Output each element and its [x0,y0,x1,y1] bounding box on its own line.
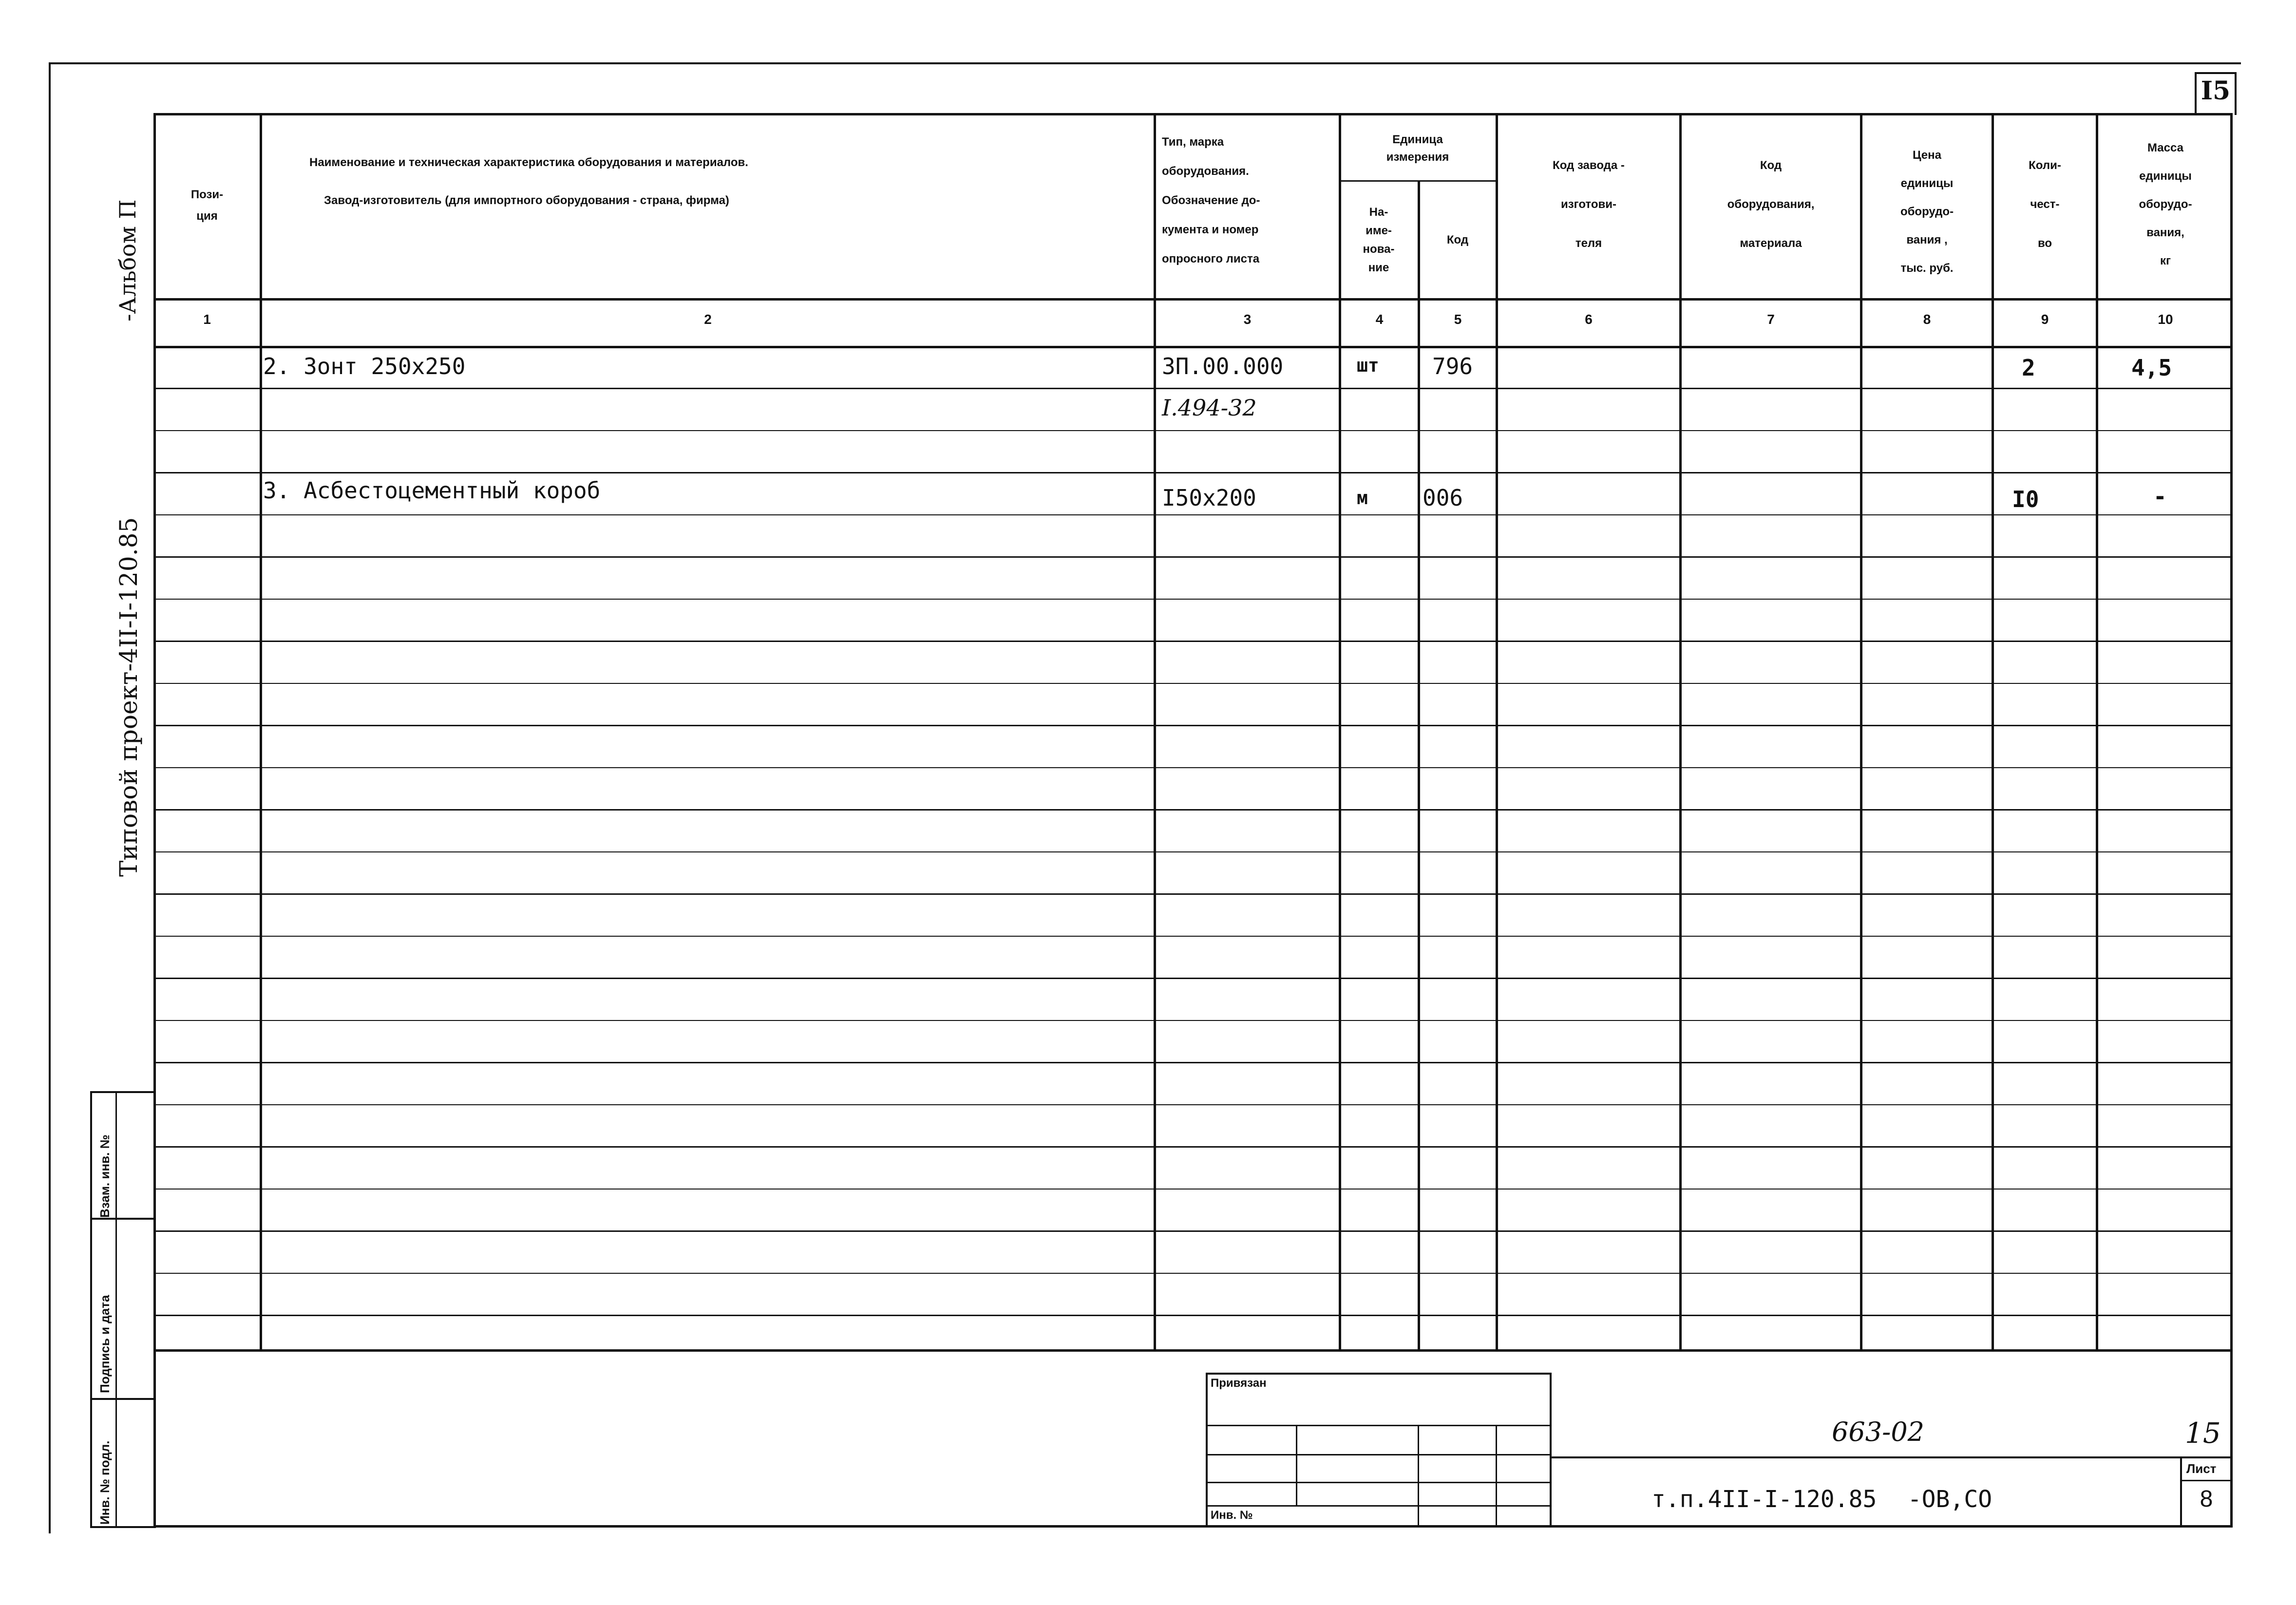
side-stamp-inv-subst: Взам. инв. № [97,1134,112,1218]
table-row-rule [156,1020,2231,1021]
tb-main-h [1552,1456,2233,1458]
side-album-title: -Альбом П [114,199,141,321]
colnum-6: 6 [1585,312,1593,327]
tb-h2 [1206,1454,1552,1455]
col-line-6 [1679,113,1682,1350]
header-type: Тип, марка оборудования. Обозначение до- кумента и номер опросного листа [1162,135,1260,265]
tb-sheet-sep [2180,1480,2233,1481]
outer-frame-left [49,62,51,1533]
header-position: Пози- ция [190,188,224,223]
tb-h3 [1206,1482,1552,1483]
table-row-rule [156,1315,2231,1316]
header-unit-code: Код [1446,233,1469,246]
tb-v1 [1296,1425,1297,1505]
left-strip-line [90,1091,92,1528]
table-row-rule [156,430,2231,431]
table-row-rule [156,1146,2231,1148]
col-line-2 [1154,113,1156,1350]
tb-h1 [1206,1425,1552,1426]
title-block-sheet-hand: 15 [2185,1416,2221,1450]
colnum-5: 5 [1454,312,1462,327]
row1-unit: шт [1357,355,1379,376]
left-strip-sep1 [90,1218,156,1220]
title-block-designation [1651,1486,1992,1513]
col-line-1 [260,113,262,1350]
table-row-rule [156,641,2231,642]
side-stamp-sign-date: Подпись и дата [97,1295,112,1393]
tb-v3 [1496,1425,1497,1527]
table-row-rule [156,556,2231,558]
header-plant-code: Код завода - изготови- теля [1553,159,1625,250]
col-line-4 [1418,180,1420,1350]
title-block-order-number: 663-02 [1832,1416,1925,1447]
colnum-9: 9 [2041,312,2049,327]
title-block-attached-label: Привязан [1211,1377,1267,1390]
table-row-rule [156,1230,2231,1232]
left-strip-sep2 [90,1398,156,1400]
table-row-rule [156,978,2231,979]
table-row-rule [156,767,2231,768]
row1-name: 2. Зонт 250x250 [263,353,466,379]
colnum-4: 4 [1375,312,1384,327]
row1-type: ЗП.00.000 [1162,353,1284,379]
col-line-5 [1496,113,1498,1350]
col-line-9 [2096,113,2098,1350]
row3-unit: м [1357,487,1368,509]
row3-name: 3. Асбестоцементный короб [263,477,601,504]
row2-type: I.494-32 [1162,395,1257,421]
header-name: Наименование и техническая характеристика оборудования и материалов. Завод-изготовитель (для импортного оборудования - страна, фирма) [309,156,748,207]
title-block-sheet-label: Лист [2186,1461,2217,1476]
header-bottom-line [153,298,2233,301]
header-price: Цена единицы оборудо- вания , тыс. руб. [1900,149,1954,275]
left-strip-top [90,1091,156,1093]
header-unit-name: На- име- нова- ние [1363,205,1395,274]
row3-qty: I0 [2012,486,2039,512]
colnum-bottom-line [153,346,2233,348]
table-row-rule [156,514,2231,515]
col-line-8 [1992,113,1994,1350]
tb-v2 [1418,1425,1419,1527]
designation-code: т.п.4II-I-120.85 [1651,1486,1877,1513]
colnum-8: 8 [1923,312,1931,327]
header-mass: Масса единицы оборудо- вания, кг [2139,141,2192,267]
tb-h4 [1206,1505,1552,1507]
left-strip-div [115,1091,117,1528]
row3-mass: - [2153,483,2167,510]
table-row-rule [156,388,2231,389]
corner-number: I5 [2201,76,2231,106]
col-line-7 [1860,113,1862,1350]
header-unit-group: Единица измерения [1386,133,1449,164]
colnum-10: 10 [2158,312,2173,327]
row1-qty: 2 [2022,355,2035,381]
table-row-rule [156,1104,2231,1105]
header-equip-code: Код оборудования, материала [1727,159,1815,250]
header-qty: Коли- чест- во [2029,159,2061,250]
title-block-sheet-value: 8 [2200,1486,2213,1512]
table-row-rule [156,472,2231,473]
row3-code: 006 [1423,485,1463,511]
table-row-rule [156,1189,2231,1190]
table-row-rule [156,809,2231,811]
colnum-1: 1 [203,312,211,327]
designation-suffix: -ОВ,СО [1907,1486,1992,1513]
table-bottom-line [153,1349,2233,1352]
row1-code: 796 [1432,353,1473,379]
table-row-rule [156,1273,2231,1274]
col-line-3 [1339,113,1341,1350]
side-project-title: Типовой проект-4II-I-120.85 [114,517,143,877]
table-row-rule [156,683,2231,684]
title-block-attached-box [1206,1373,1552,1528]
table-row-rule [156,893,2231,895]
colnum-2: 2 [704,312,712,327]
row3-type: I50x200 [1162,485,1256,511]
outer-frame-top [49,62,2241,64]
colnum-3: 3 [1243,312,1252,327]
table-row-rule [156,851,2231,852]
title-block-inv-label: Инв. № [1211,1509,1253,1522]
side-stamp-inv-orig: Инв. № подл. [97,1440,112,1525]
unit-group-line [1339,180,1496,182]
colnum-7: 7 [1767,312,1775,327]
table-row-rule [156,1062,2231,1063]
row1-mass: 4,5 [2131,355,2172,381]
left-strip-bottom [90,1526,156,1528]
table-row-rule [156,725,2231,726]
table-row-rule [156,599,2231,600]
table-row-rule [156,936,2231,937]
